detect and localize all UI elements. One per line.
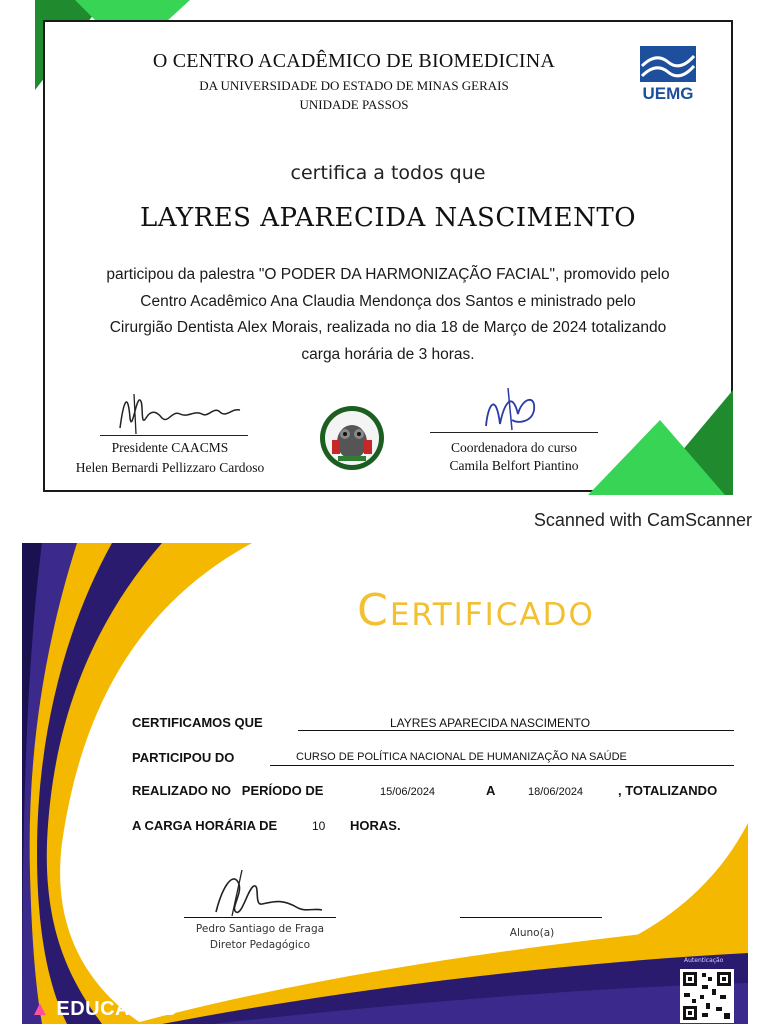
signature-helen	[110, 388, 250, 438]
educaweb-logo-text: EDUCAWEB	[56, 998, 178, 1020]
period-label: REALIZADO NO PERÍODO DE	[132, 783, 324, 798]
recipient-line	[298, 730, 734, 731]
recipient-name-2: LAYRES APARECIDA NASCIMENTO	[390, 716, 591, 730]
mascot-seal-icon	[318, 404, 386, 472]
body-line: carga horária de 3 horas.	[301, 345, 475, 363]
certificate-1	[0, 0, 768, 500]
signature-pedro	[202, 868, 332, 918]
graduation-cap-icon: ▲	[30, 998, 51, 1020]
course-name: CURSO DE POLÍTICA NACIONAL DE HUMANIZAÇÃO NA SAÚDE	[296, 751, 627, 763]
qr-code-icon[interactable]	[678, 959, 742, 1023]
authentication-label: Autenticação	[684, 957, 724, 964]
signer-name-2: Pedro Santiago de Fraga	[195, 923, 325, 935]
camscanner-note: Scanned with CamScanner	[533, 510, 752, 530]
hours-unit: HORAS.	[350, 818, 401, 833]
signature-line-left	[100, 435, 248, 436]
certify-label: CERTIFICAMOS QUE	[132, 715, 263, 730]
to-label: A	[486, 783, 496, 798]
end-date: 18/06/2024	[528, 786, 584, 798]
total-label: , TOTALIZANDO	[618, 783, 718, 798]
course-line	[270, 765, 734, 766]
body-line: Cirurgião Dentista Alex Morais, realizada no dia 18 de Março de 2024 totalizando	[109, 319, 667, 336]
signer-right-name: Camila Belfort Piantino	[449, 458, 579, 473]
body-line: Centro Acadêmico Ana Claudia Mendonça dos Santos e ministrado pelo	[140, 292, 636, 310]
certify-phrase: certifica a todos que	[290, 162, 486, 184]
student-label: Aluno(a)	[509, 927, 555, 939]
certificate-2-title: Certificado	[357, 585, 595, 636]
signer-role-2: Diretor Pedagógico	[209, 939, 311, 951]
uemg-logo-text: UEMG	[642, 84, 694, 103]
body-line: participou da palestra "O PODER DA HARMONIZAÇÃO FACIAL", promovido pelo	[106, 266, 670, 283]
signer-left-role: Presidente CAACMS	[111, 440, 229, 455]
certificate-1-subtitle-university: DA UNIVERSIDADE DO ESTADO DE MINAS GERAIS	[199, 78, 509, 93]
participated-label: PARTICIPOU DO	[132, 750, 235, 765]
certificate-1-subtitle-unit: UNIDADE PASSOS	[299, 97, 409, 112]
signature-line-right	[430, 432, 598, 433]
educaweb-logo	[30, 998, 177, 1021]
certificate-2	[22, 543, 748, 1024]
certificate-1-body	[62, 262, 714, 368]
signer-right-role: Coordenadora do curso	[451, 440, 577, 455]
signature-line-student	[460, 917, 602, 918]
signature-camila	[478, 384, 548, 434]
recipient-name: LAYRES APARECIDA NASCIMENTO	[139, 203, 637, 233]
signature-line-director	[184, 917, 336, 918]
hours-label: A CARGA HORÁRIA DE	[132, 818, 278, 833]
signer-left-name: Helen Bernardi Pellizzaro Cardoso	[75, 460, 265, 475]
start-date: 15/06/2024	[380, 786, 436, 798]
certificate-1-title: O CENTRO ACADÊMICO DE BIOMEDICINA	[152, 50, 556, 72]
hours-value: 10	[312, 819, 326, 833]
uemg-logo	[636, 44, 700, 102]
